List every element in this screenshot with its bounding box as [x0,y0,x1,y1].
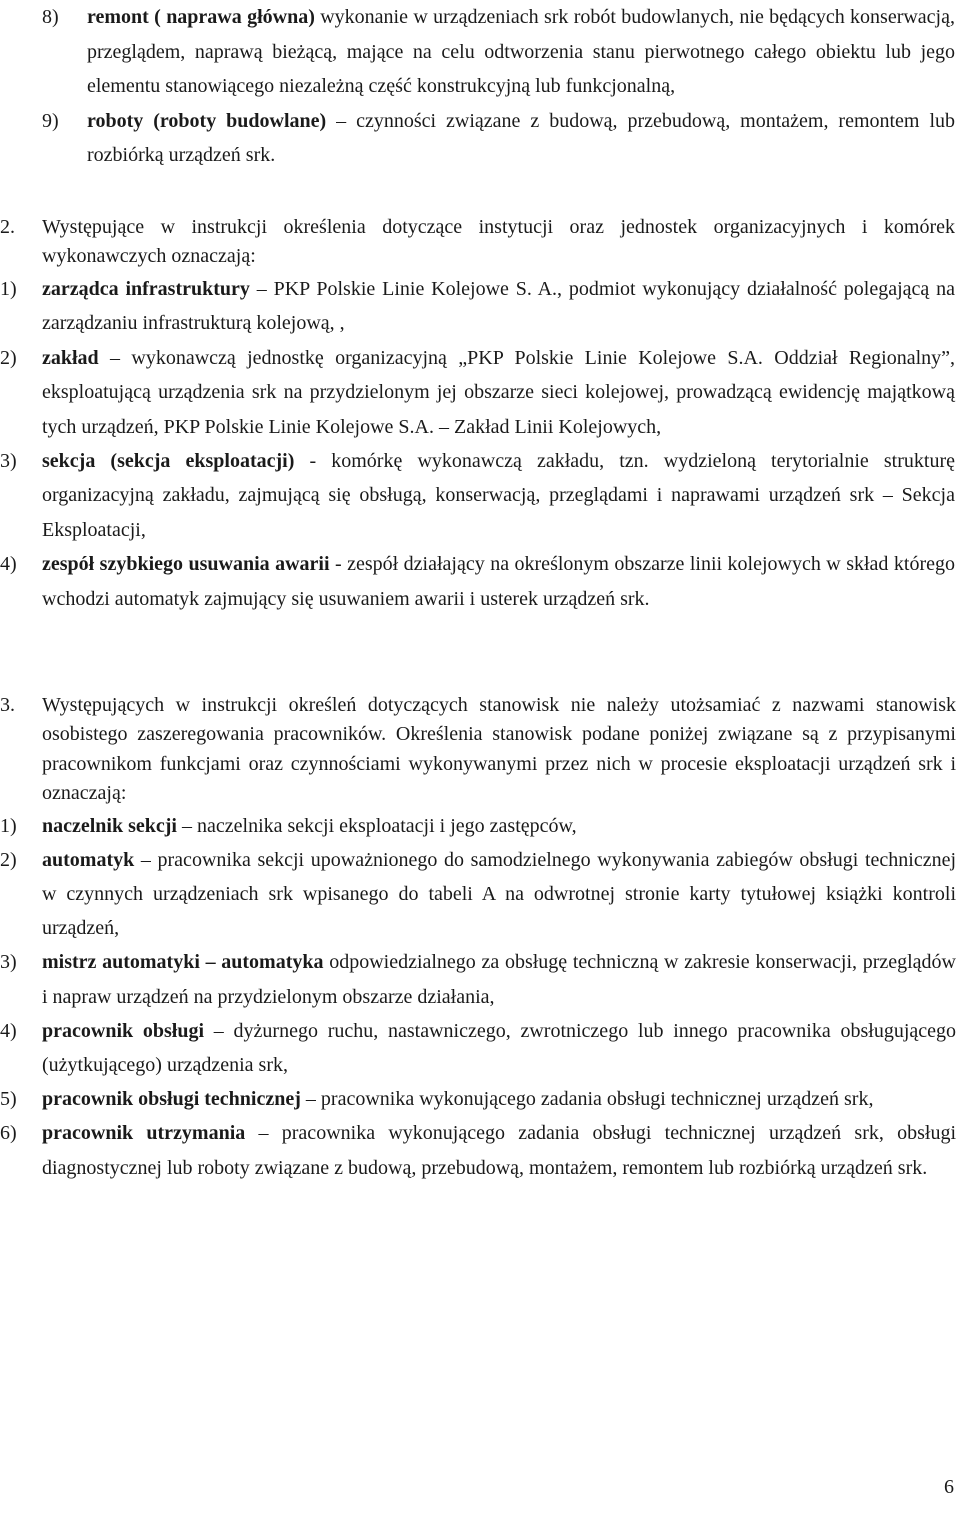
item-definition: – pracownika wykonującego zadania obsługi technicznej urządzeń srk, obsługi diagnostycznej lub roboty związane z budową, przebudową, montażem, remontem lub rozbiórką urządzeń srk. [42,1122,957,1179]
item-number: 8) [42,6,59,28]
item-text [42,1014,956,1082]
list-item [0,809,960,843]
section-intro-text [42,691,956,809]
list-item [0,444,960,547]
section-intro [0,213,960,271]
item-term: zespół szybkiego usuwania awarii [42,553,330,576]
list-item [0,1082,960,1116]
list-item [0,104,960,173]
item-text [42,1082,956,1116]
item-text [42,945,956,1013]
item-number: 1) [0,814,17,837]
item-term: remont ( naprawa główna) [87,6,315,28]
list-item [0,1014,960,1082]
definitions-list-continued [0,0,960,173]
section-number: 2. [0,216,15,238]
item-definition: – czynności związane z budową, przebudową, montażem, remontem lub rozbiórką urządzeń srk. [87,109,955,167]
item-number: 6) [0,1122,17,1145]
section-3 [0,691,960,1185]
item-number: 9) [42,109,59,132]
item-number: 1) [0,278,17,300]
item-definition: - komórkę wykonawczą zakładu, tzn. wydzieloną terytorialnie strukturę organizacyjną zakładu, zajmującą się obsługą, konserwacją, przeglądami i naprawami urządzeń srk – Sekcja Eksploatacji, [42,450,955,541]
item-term: naczelnik sekcji [42,814,177,837]
item-text [42,547,955,616]
section-intro-text: Występujące w instrukcji określenia dotyczące instytucji oraz jednostek organizacyjnych i komórek wykonawczych oznaczają: [42,216,955,267]
item-definition: – dyżurnego ruchu, nastawniczego, zwrotniczego lub innego pracownika obsługującego (użytkującego) urządzenia srk, [42,1019,957,1077]
list-item [0,341,960,444]
item-term: zakład [42,346,99,369]
section-intro [0,691,960,809]
list-item [0,272,960,341]
item-term: sekcja (sekcja eksploatacji) [42,450,295,473]
section-number: 3. [0,694,15,716]
item-text [42,341,955,444]
list-item [0,843,960,946]
item-term: pracownik obsługi [42,1019,205,1042]
page-number: 6 [944,1476,954,1498]
item-text [87,104,955,173]
item-term: mistrz automatyki – automatyka [42,951,324,974]
item-number: 3) [0,951,17,974]
list-item [0,547,960,616]
item-term: automatyk [42,848,135,871]
item-definition: odpowiedzialnego za obsługę techniczną w zakresie konserwacji, przeglądów i napraw urządzeń na przydzielonym obszarze działania, [42,951,956,1008]
item-definition: wykonanie w urządzeniach srk robót budowlanych, nie będących konserwacją, przeglądem, naprawą bieżącą, mające na celu odtworzenia stanu pierwotnego całego obiektu lub jego elementu stanowiącego niezależną część konstrukcyjną lub funkcjonalną, [87,6,955,98]
item-text [42,1116,956,1184]
item-number: 2) [0,346,17,369]
list-item [0,1116,960,1184]
section-intro-content: Występujących w instrukcji określeń dotyczących stanowisk nie należy utożsamiać z nazwami stanowisk osobistego zaszeregowania pracowników. Określenia stanowisk podane poniżej związane są z przypisanymi pracownikom funkcjami oraz czynnościami wykonywanymi przez nich w procesie eksploatacji urządzeń srk i oznaczają: [42,694,956,805]
item-text [87,0,955,104]
item-definition: – PKP Polskie Linie Kolejowe S. A., podmiot wykonujący działalność polegającą na zarządzaniu infrastrukturą kolejową, , [42,278,956,335]
item-definition: – wykonawczą jednostkę organizacyjną „PKP Polskie Linie Kolejowe S.A. Oddział Regionalny”, eksploatującą urządzenia srk na przydzielonym jej obszarze sieci kolejowej, prowadzącą ewidencję majątkową tych urządzeń, PKP Polskie Linie Kolejowe S.A. – Zakład Linii Kolejowych, [42,346,955,438]
item-number: 3) [0,450,17,473]
item-number: 4) [0,1019,17,1042]
item-term: roboty (roboty budowlane) [87,109,327,132]
item-definition: - zespół działający na określonym obszarze linii kolejowych w skład którego wchodzi automatyk zajmujący się usuwaniem awarii i usterek urządzeń srk. [42,553,955,610]
list-item [0,0,960,104]
list-item [0,945,960,1013]
item-term: pracownik obsługi technicznej [42,1088,301,1111]
item-text [42,809,956,843]
item-definition: – pracownika wykonującego zadania obsługi technicznej urządzeń srk, [300,1088,874,1111]
item-definition: – pracownika sekcji upoważnionego do samodzielnego wykonywania zabiegów obsługi technicznej w czynnych urządzeniach srk wpisanego do tabeli A na odwrotnej stronie karty tytułowej książki kontroli urządzeń, [42,848,956,940]
item-number: 5) [0,1088,17,1111]
item-text [42,272,955,341]
item-term: pracownik utrzymania [42,1122,246,1145]
item-text [42,843,956,946]
item-term: zarządca infrastruktury [42,278,250,300]
item-number: 4) [0,553,17,576]
item-definition: – naczelnika sekcji eksploatacji i jego zastępców, [177,814,577,837]
item-text [42,444,955,547]
section-2 [0,213,960,616]
item-number: 2) [0,848,17,871]
